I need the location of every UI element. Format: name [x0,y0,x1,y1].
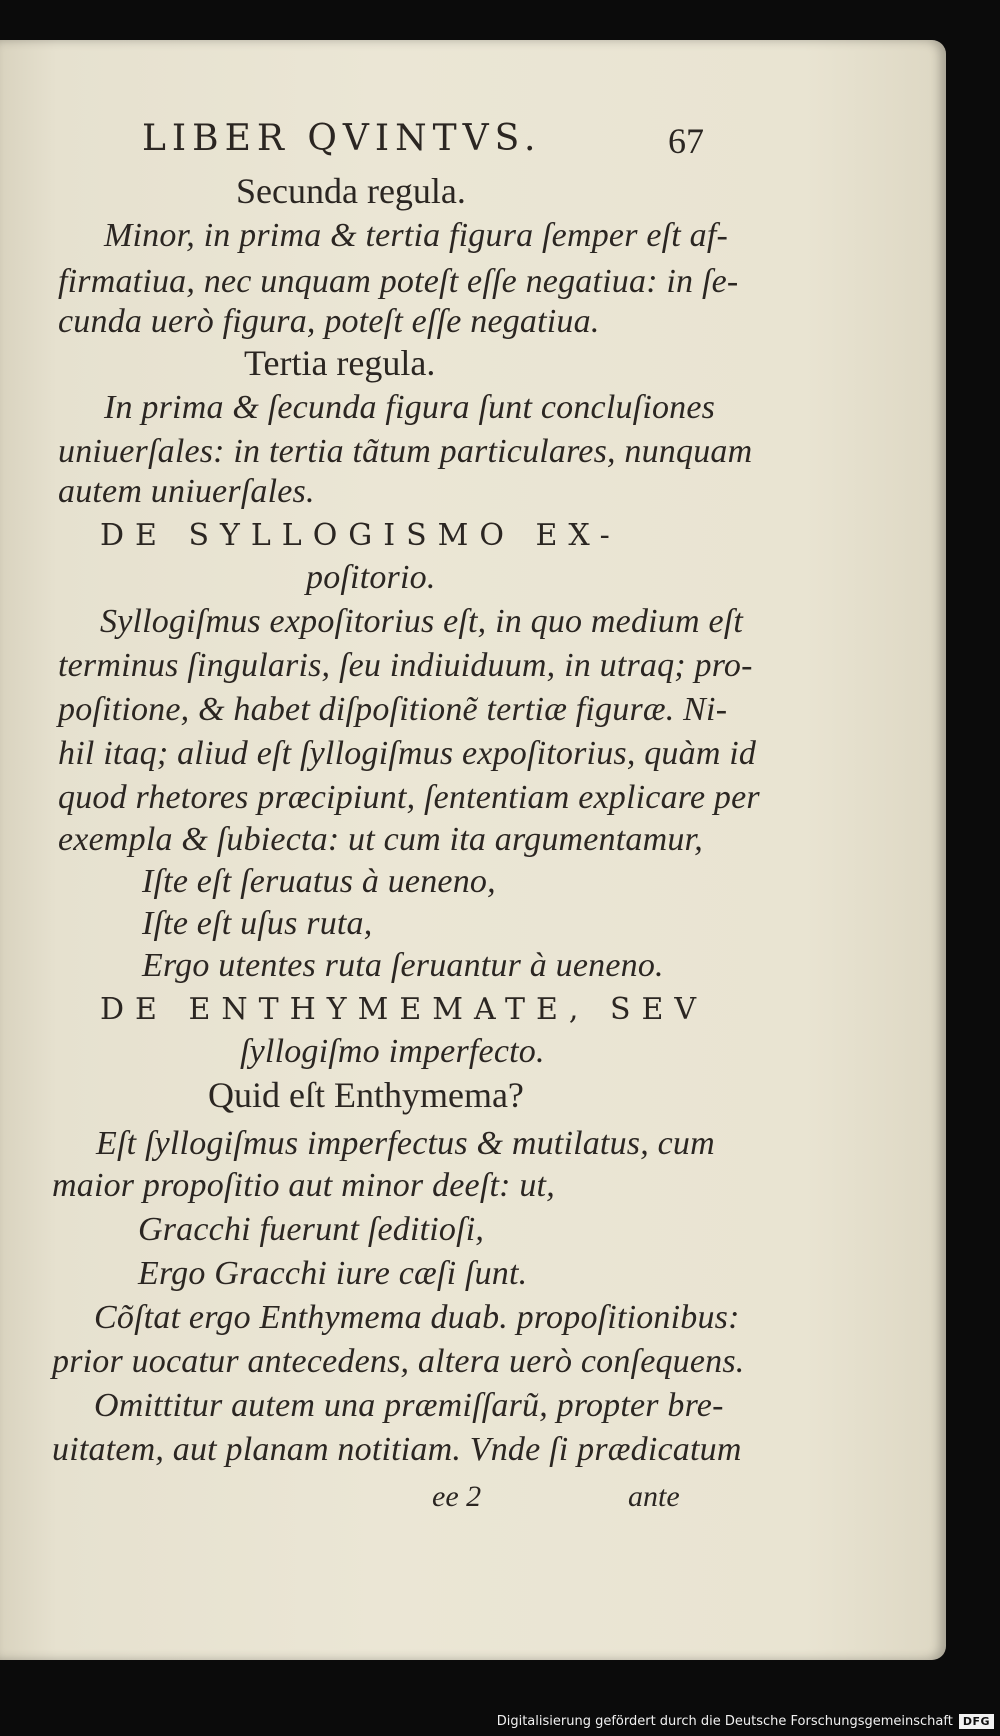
text-line: Eſt ſyllogiſmus imperfectus & mutilatus, cum [96,1125,715,1162]
text-line: hil itaq; aliud eſt ſyllogiſmus expoſitorius, quàm id [58,735,757,772]
text-line: firmatiua, nec unquam poteſt eſſe negatiua: in ſe- [58,263,739,300]
credit-text: Digitalisierung gefördert durch die Deutsche Forschungsgemeinschaft [496,1713,953,1729]
catchword: ante [628,1480,680,1513]
dfg-logo: DFG [959,1714,994,1729]
text-line: Syllogiſmus expoſitorius eſt, in quo medium eſt [100,603,744,640]
text-line: quod rhetores præcipiunt, ſententiam explicare per [58,779,760,816]
text-line: terminus ſingularis, ſeu indiuiduum, in utraq; pro- [58,647,753,684]
text-line: uitatem, aut planam notitiam. Vnde ſi prædicatum [52,1431,742,1468]
text-line: In prima & ſecunda figura ſunt concluſiones [104,389,716,426]
section-heading-cont: poſitorio. [306,559,436,596]
text-line: exempla & ſubiecta: ut cum ita argumentamur, [58,821,703,858]
heading-quid-est: Quid eſt Enthymema? [208,1075,524,1115]
example-line: Ergo utentes ruta ſeruantur à ueneno. [142,947,664,984]
section-heading-enthymemate: DE ENTHYMEMATE, SEV [100,992,708,1027]
example-line: Gracchi fuerunt ſeditioſi, [138,1211,485,1248]
text-line: prior uocatur antecedens, altera uerò conſequens. [52,1343,745,1380]
text-line: uniuerſales: in tertia tãtum particulares, nunquam [58,433,753,470]
text-line: poſitione, & habet diſpoſitionẽ tertiæ figuræ. Ni- [58,691,728,728]
section-heading-cont: ſyllogiſmo imperfecto. [240,1033,545,1070]
example-line: Iſte eſt ſeruatus à ueneno, [142,863,496,900]
text-line: autem uniuerſales. [58,473,315,510]
heading-secunda-regula: Secunda regula. [236,171,466,211]
folio-number: 67 [668,121,704,161]
section-heading-syllogismo: DE SYLLOGISMO EX- [100,518,621,553]
signature-mark: ee 2 [432,1480,482,1513]
text-line: Omittitur autem una præmiſſarũ, propter bre- [94,1387,724,1424]
example-line: Ergo Gracchi iure cæſi ſunt. [138,1255,528,1292]
example-line: Iſte eſt uſus ruta, [142,905,373,942]
text-line: Minor, in prima & tertia figura ſemper eſt af- [104,217,729,254]
text-line: Cõſtat ergo Enthymema duab. propoſitionibus: [94,1299,740,1336]
text-line: maior propoſitio aut minor deeſt: ut, [52,1167,555,1204]
digitization-credit [497,1710,994,1732]
text-line: cunda uerò figura, poteſt eſſe negatiua. [58,303,600,340]
heading-tertia-regula: Tertia regula. [244,343,436,383]
running-head: LIBER QVINTVS. [142,118,542,159]
